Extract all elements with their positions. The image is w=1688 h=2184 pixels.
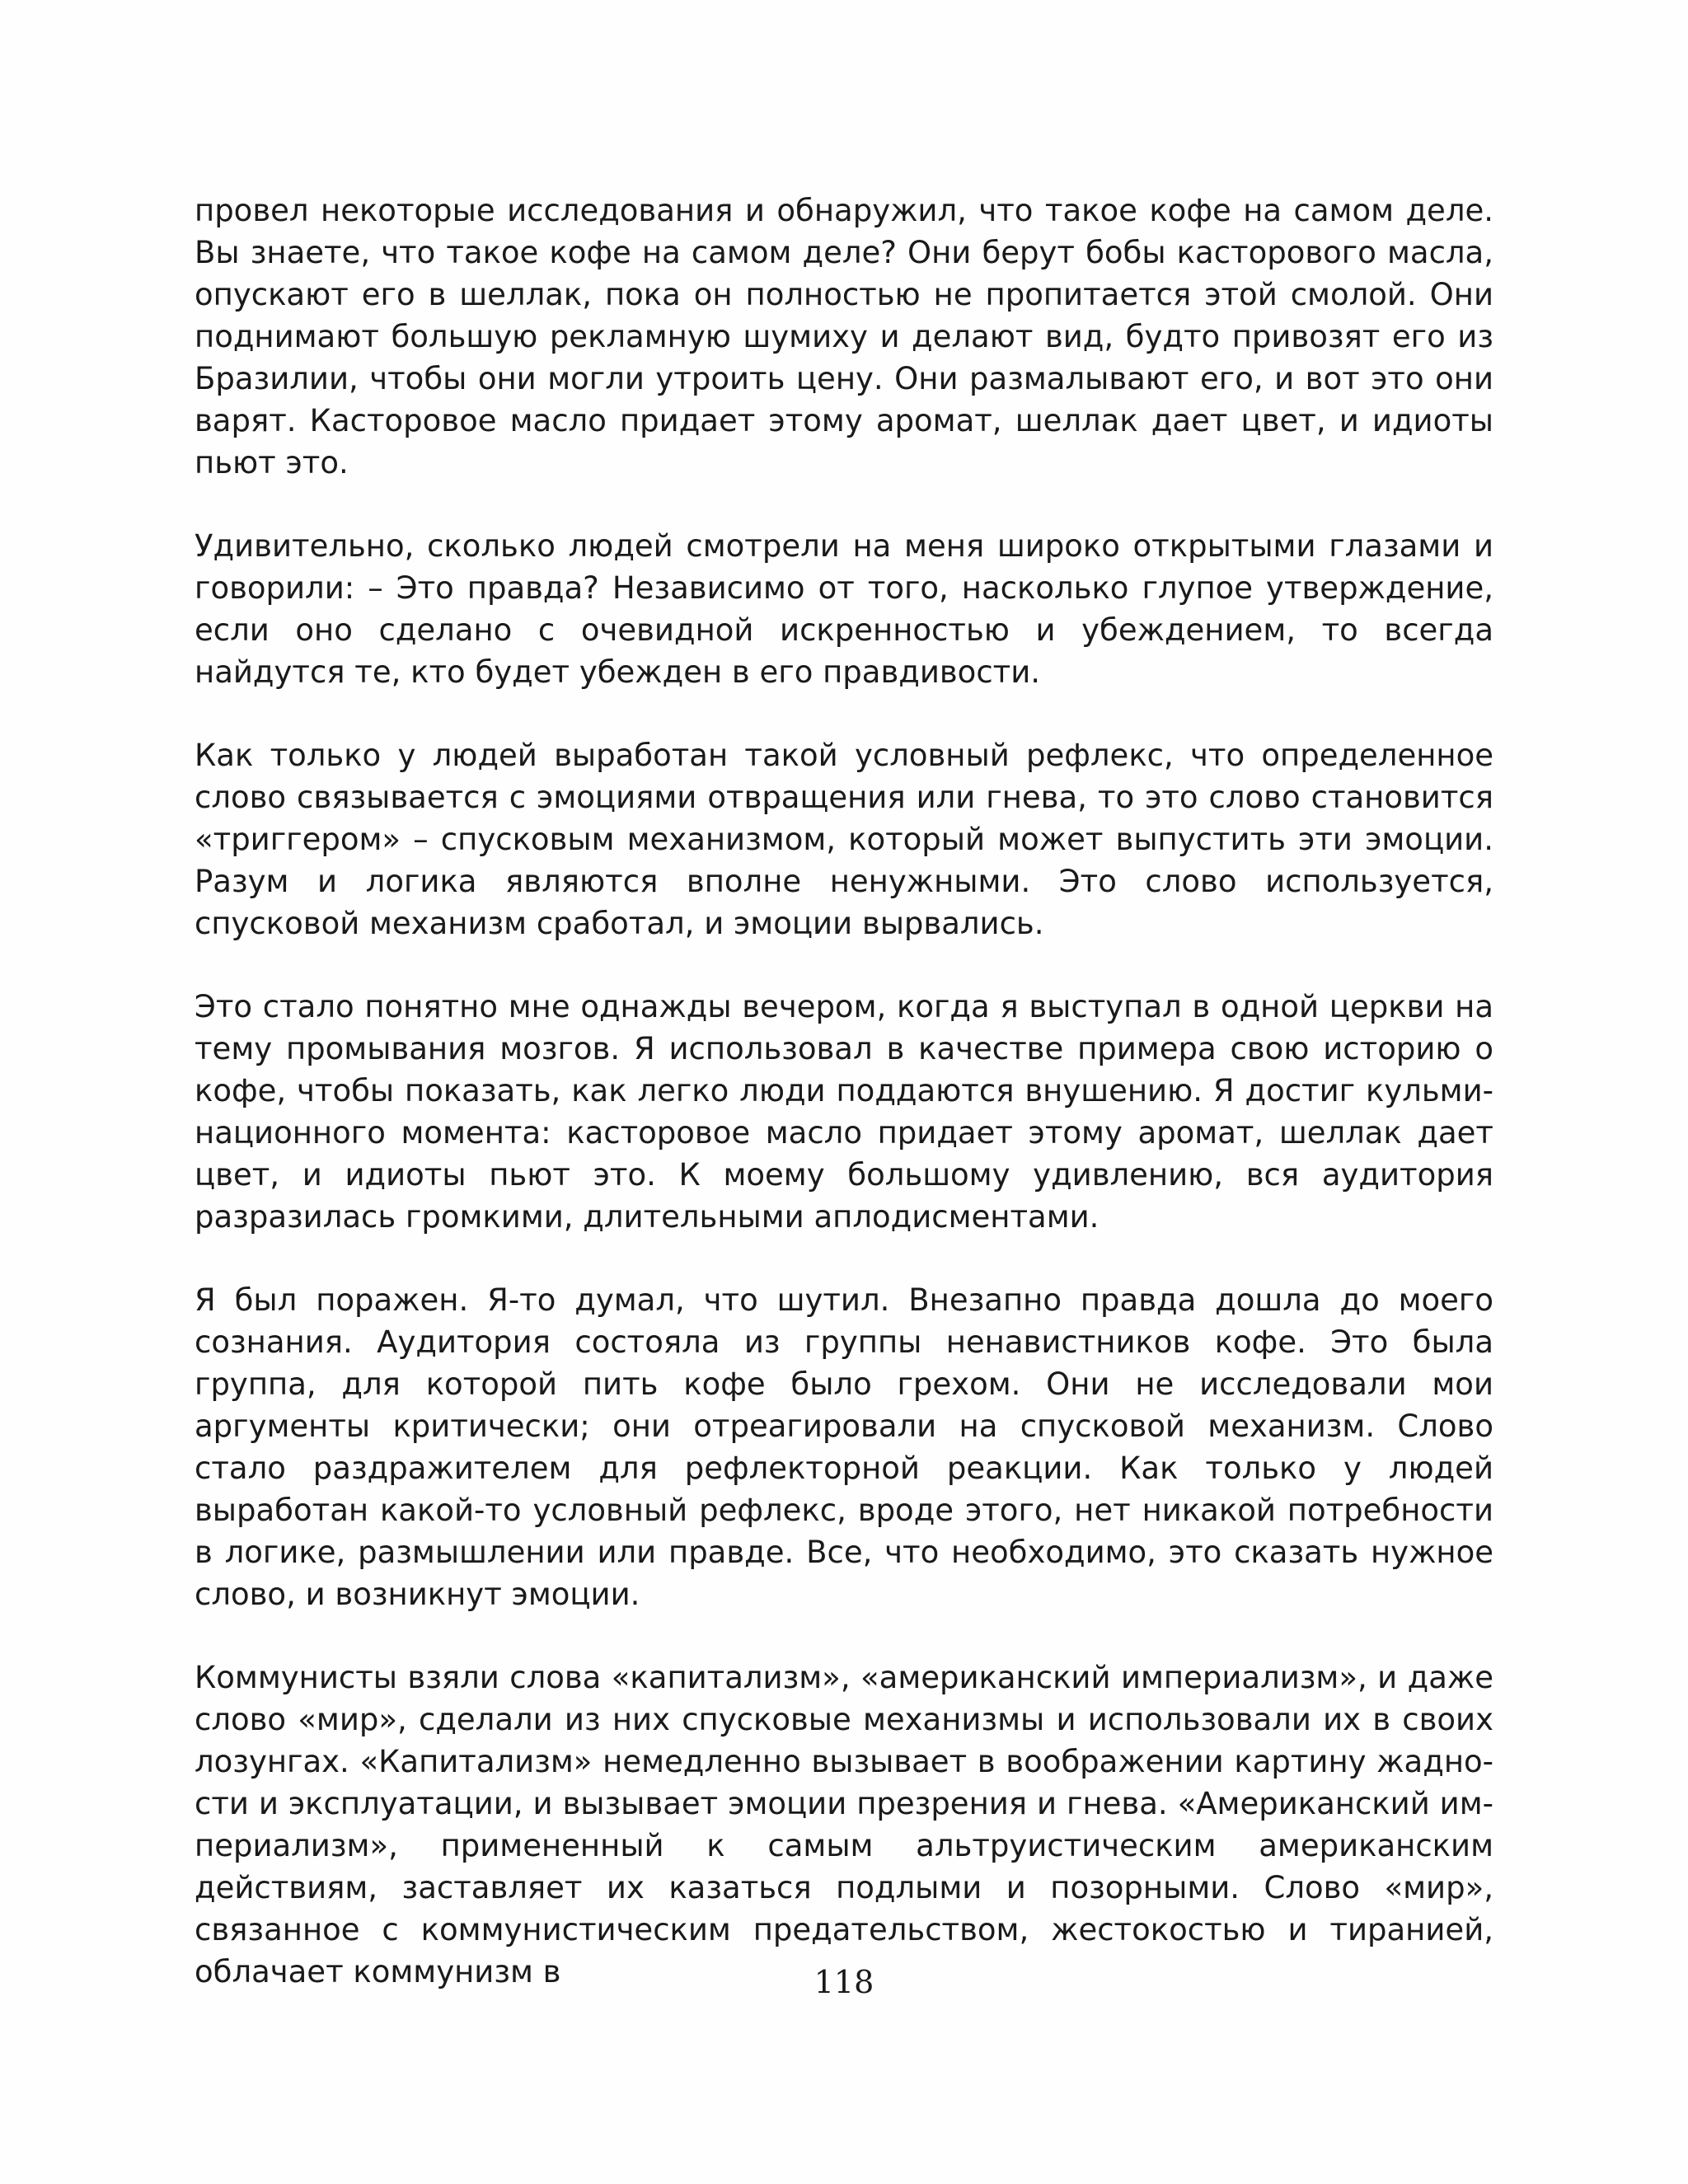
paragraph-6: Коммунисты взяли слова «капитализм», «американский империализм», и даже слово «мир», сделали из них спусковые механизмы и использовали их в своих лозунгах. «Капитализм» немедленно вызывает в воображении картину жадности и эксплуатации, и вызывает эмоции презрения и гнева. «Американский империализм», примененный к самым альтруистическим американским действиям, заставляет их казаться подлыми и позорными. Слово «мир», связанное с коммунистическим предательством, жестокостью и тиранией, облачает коммунизм в — [195, 1660, 1493, 1990]
paragraph-2: Удивительно, сколько людей смотрели на меня широко открытыми глазами и говорили: – Это правда? Независимо от того, насколько глупое утверждение, если оно сделано с очевидной искренностью и убеждением, то всегда найдутся те, кто будет убежден в его правдивости. — [195, 528, 1493, 690]
paragraph-3: Как только у людей выработан такой условный рефлекс, что определенное слово связывается с эмоциями отвращения или гнева, то это слово становится «триггером» – спусковым механизмом, который может выпустить эти эмоции. Разум и логика являются вполне ненужными. Это слово используется, спусковой механизм сработал, и эмоции вырвались. — [195, 738, 1493, 941]
paragraph-4: Это стало понятно мне однажды вечером, когда я выступал в одной церкви на тему промывания мозгов. Я использовал в качестве примера свою историю о кофе, чтобы показать, как легко люди поддаются внушению. Я достиг кульминационного момента: касторовое масло придает этому аромат, шеллак дает цвет, и идиоты пьют это. К моему большому удивлению, вся аудитория разразилась громкими, длительными аплодисментами. — [195, 989, 1493, 1235]
paragraph-5: Я был поражен. Я-то думал, что шутил. Внезапно правда дошла до моего сознания. Аудитория состояла из группы ненавистников кофе. Это была группа, для которой пить кофе было грехом. Они не исследовали мои аргументы критически; они отреагировали на спусковой механизм. Слово стало раздражителем для рефлекторной реакции. Как только у людей выработан какой-то условный рефлекс, вроде этого, нет никакой потребности в логике, размышлении или правде. Все, что необходимо, это сказать нужное слово, и возникнут эмоции. — [195, 1282, 1493, 1612]
body-text — [195, 190, 1493, 1993]
page-number: 118 — [814, 1964, 874, 2000]
paragraph-1: провел некоторые исследования и обнаружил, что такое кофе на самом деле. Вы знаете, что такое кофе на самом деле? Они берут бобы касторового масла, опускают его в шеллак, пока он полностью не пропитается этой смолой. Они поднимают большую рекламную шумиху и делают вид, будто привозят его из Бразилии, чтобы они могли утроить цену. Они размалывают его, и вот это они варят. Касторовое масло придает этому аромат, шеллак дает цвет, и идиоты пьют это. — [195, 193, 1493, 480]
